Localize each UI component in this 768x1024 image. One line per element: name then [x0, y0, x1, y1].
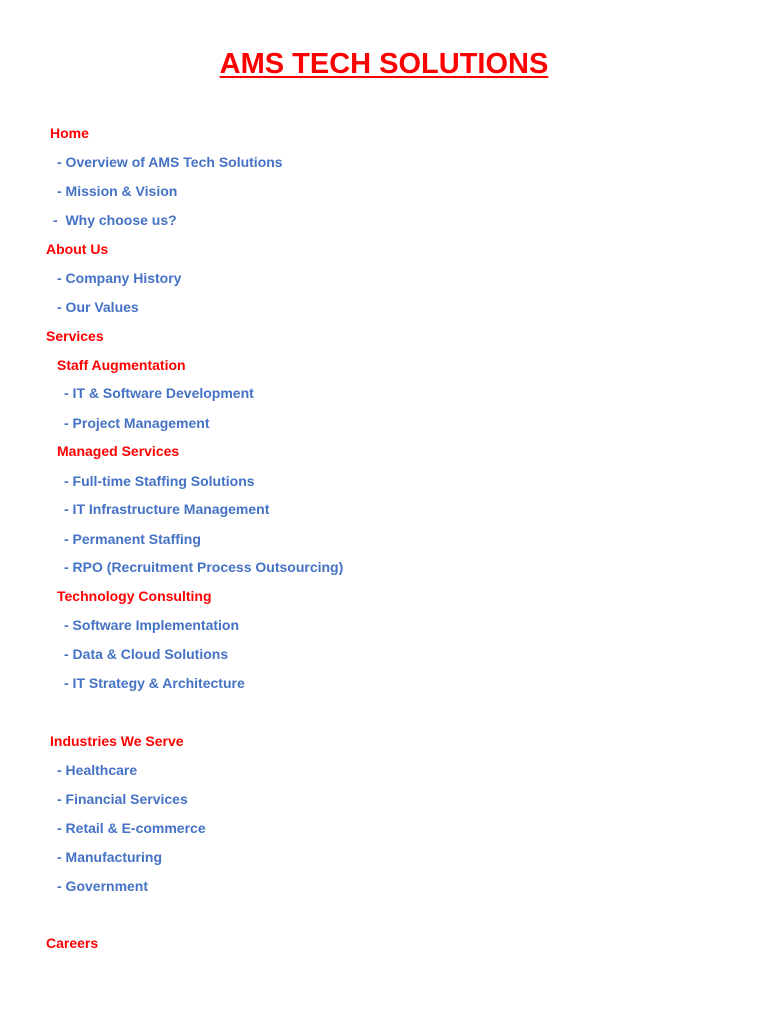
managed-services-item-it-infrastructure: - IT Infrastructure Management: [64, 501, 270, 517]
industries-item-retail-ecommerce: - Retail & E-commerce: [57, 820, 206, 836]
staff-augmentation-item-it-software: - IT & Software Development: [64, 385, 254, 401]
home-item-overview: - Overview of AMS Tech Solutions: [57, 154, 283, 170]
staff-augmentation-heading: Staff Augmentation: [57, 357, 186, 373]
about-heading: About Us: [46, 241, 109, 257]
industries-item-government: - Government: [57, 878, 149, 894]
home-item-why-choose-us: - Why choose us?: [53, 212, 177, 228]
managed-services-item-permanent-staffing: - Permanent Staffing: [64, 531, 201, 547]
technology-consulting-heading: Technology Consulting: [57, 588, 212, 604]
industries-item-financial-services: - Financial Services: [57, 791, 188, 807]
industries-heading: Industries We Serve: [50, 733, 184, 749]
managed-services-heading: Managed Services: [57, 443, 180, 459]
services-heading: Services: [46, 328, 104, 344]
technology-consulting-item-software-implementation: - Software Implementation: [64, 617, 240, 633]
home-item-mission-vision: - Mission & Vision: [57, 183, 178, 199]
home-heading: Home: [50, 125, 89, 141]
technology-consulting-item-data-cloud: - Data & Cloud Solutions: [64, 646, 229, 662]
about-item-our-values: - Our Values: [57, 299, 139, 315]
document-title: AMS TECH SOLUTIONS: [219, 48, 549, 80]
managed-services-item-full-time-staffing: - Full-time Staffing Solutions: [64, 473, 255, 489]
industries-item-manufacturing: - Manufacturing: [57, 849, 162, 865]
staff-augmentation-item-project-management: - Project Management: [64, 415, 210, 431]
industries-item-healthcare: - Healthcare: [57, 762, 138, 778]
technology-consulting-item-it-strategy: - IT Strategy & Architecture: [64, 675, 245, 691]
careers-heading: Careers: [46, 935, 99, 951]
about-item-company-history: - Company History: [57, 270, 182, 286]
managed-services-item-rpo: - RPO (Recruitment Process Outsourcing): [64, 559, 344, 575]
